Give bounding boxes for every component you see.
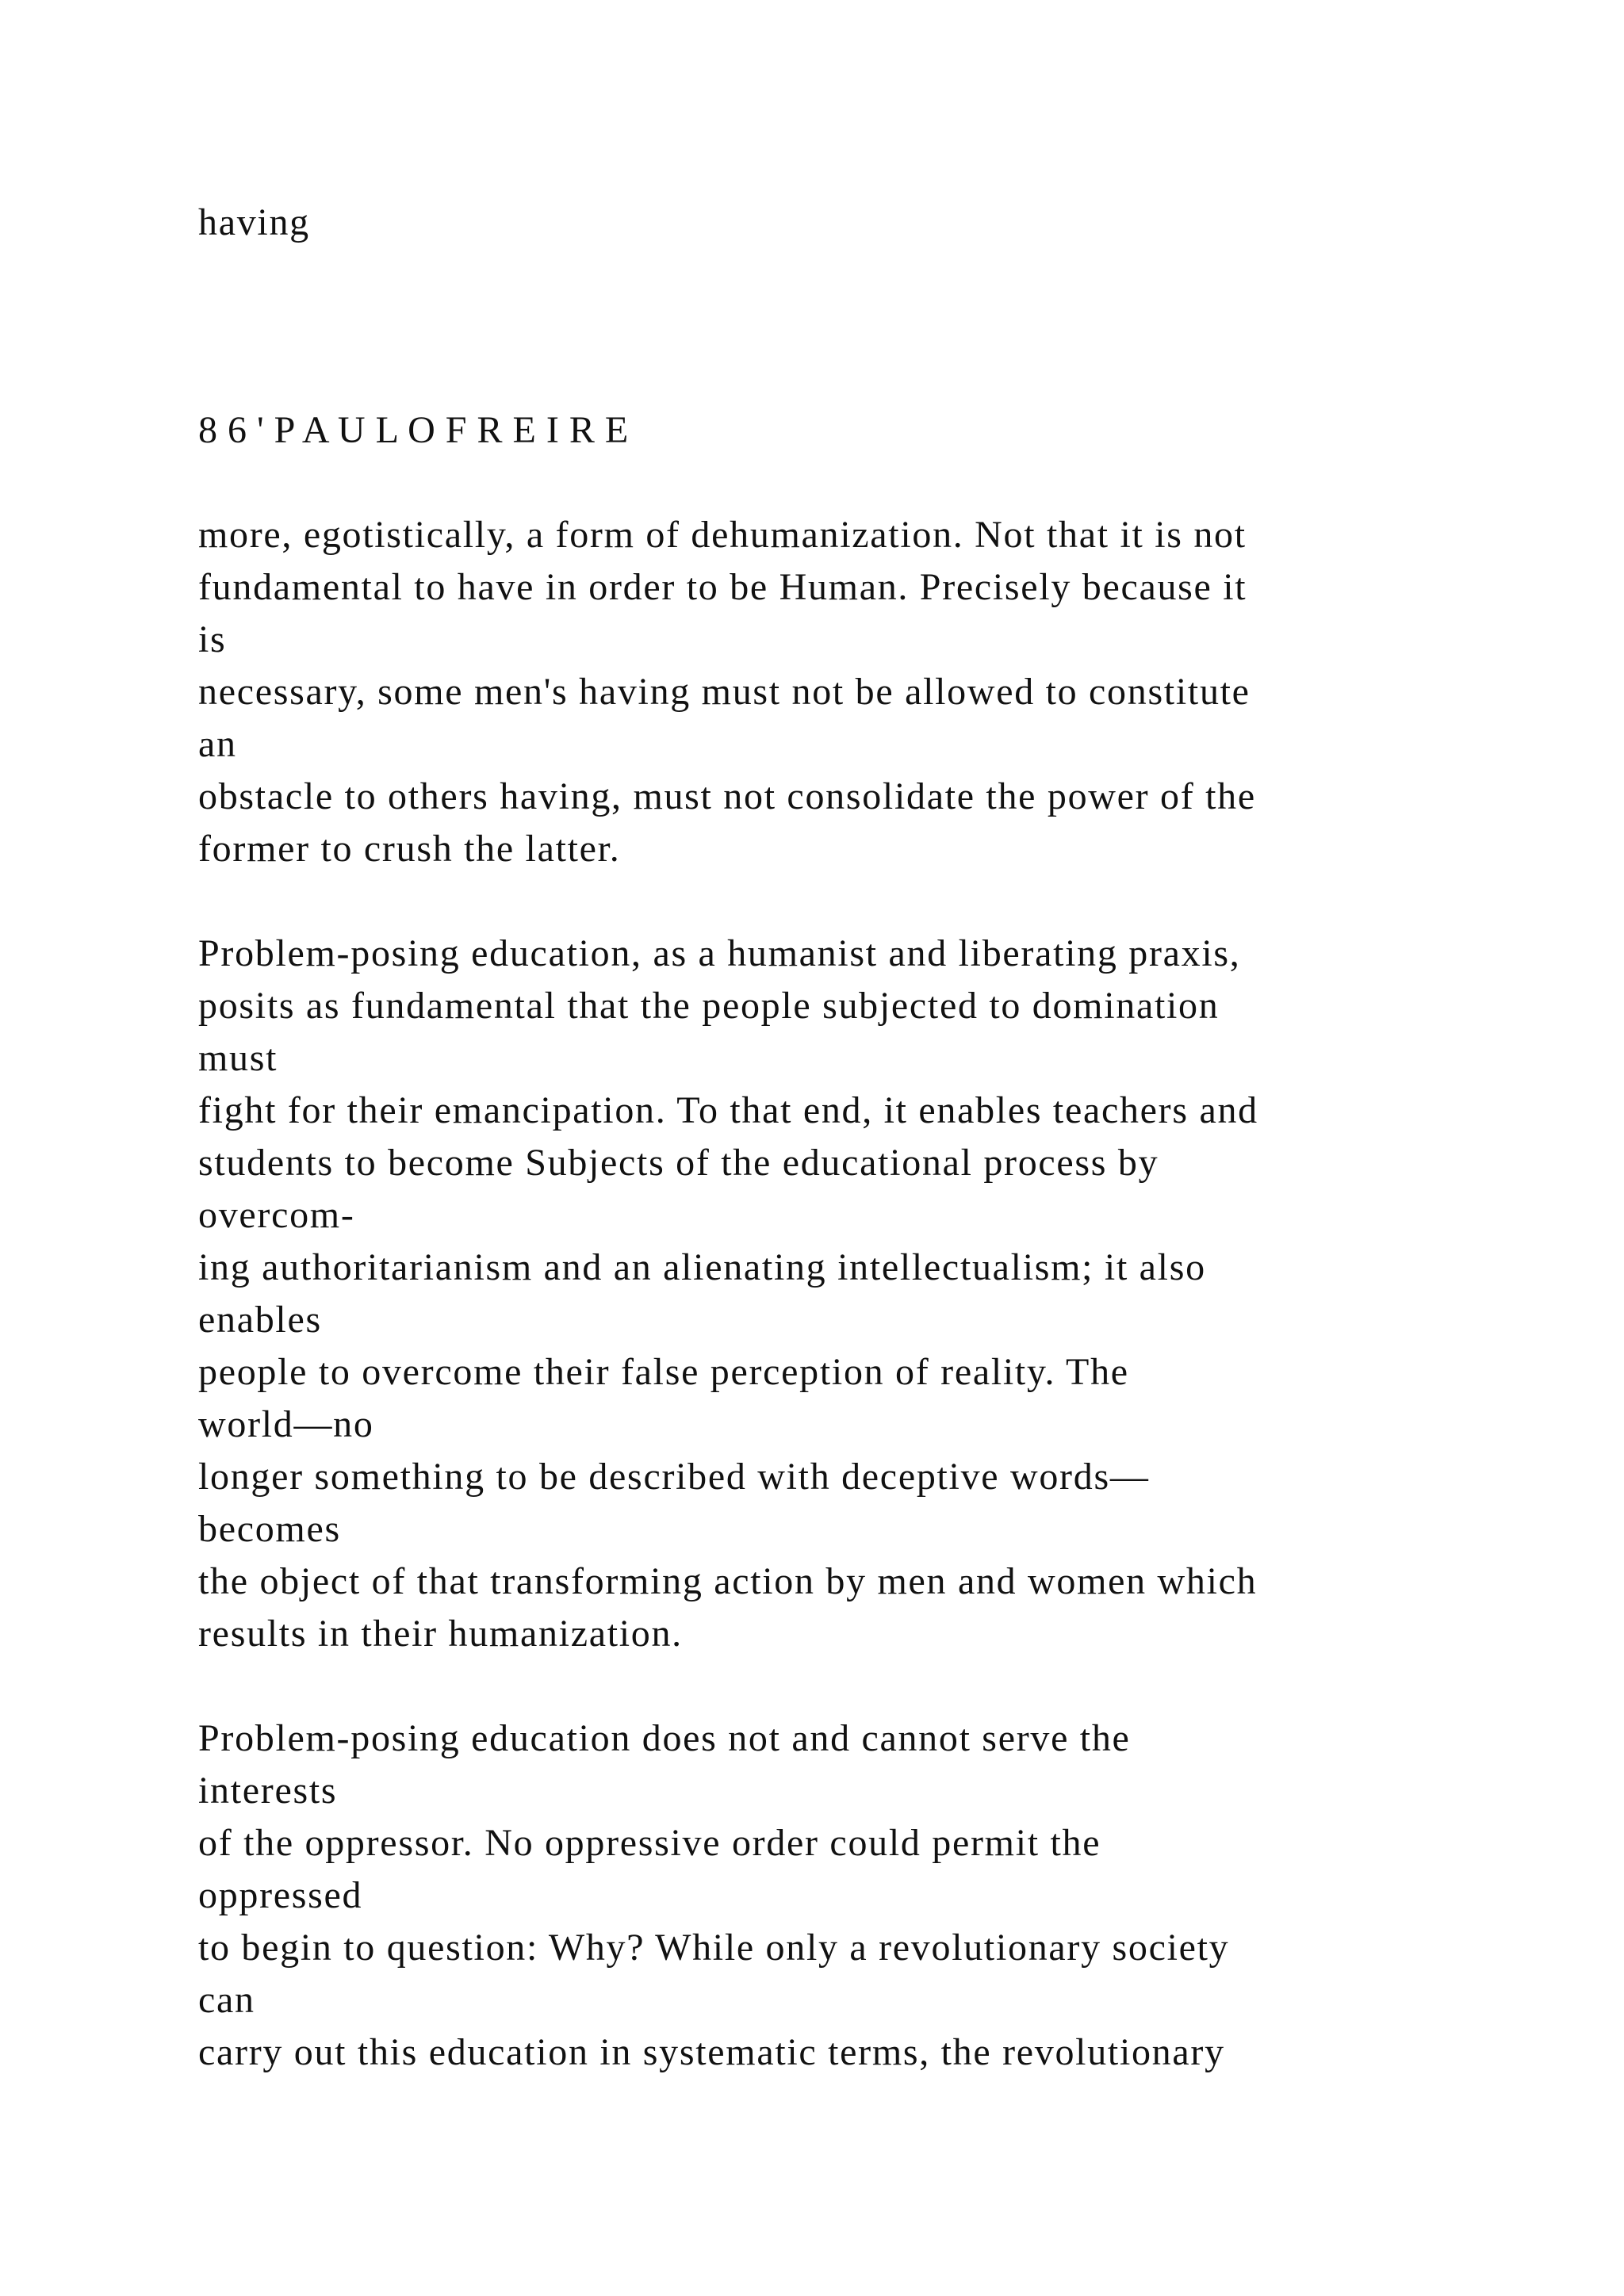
running-header: 8 6 ' P A U L O F R E I R E — [198, 409, 629, 451]
text-line: enables — [198, 1299, 322, 1341]
text-line: students to become Subjects of the educational process by — [198, 1142, 1159, 1184]
text-line: overcom- — [198, 1194, 355, 1236]
text-line: oppressed — [198, 1874, 363, 1916]
text-line: posits as fundamental that the people subjected to domination — [198, 985, 1220, 1027]
text-line: more, egotistically, a form of dehumanization. Not that it is not — [198, 514, 1247, 556]
text-line: becomes — [198, 1508, 341, 1550]
text-line: people to overcome their false perception of reality. The — [198, 1351, 1129, 1393]
text-line: of the oppressor. No oppressive order could permit the — [198, 1822, 1101, 1864]
text-line: longer something to be described with deceptive words— — [198, 1456, 1150, 1498]
text-line: the object of that transforming action by men and women which — [198, 1560, 1258, 1602]
text-line: must — [198, 1037, 278, 1079]
text-line: interests — [198, 1770, 338, 1812]
text-line: carry out this education in systematic terms, the revolutionary — [198, 2031, 1225, 2073]
text-line: results in their humanization. — [198, 1613, 683, 1655]
text-line: Problem-posing education does not and cannot serve the — [198, 1717, 1131, 1759]
text-line: to begin to question: Why? While only a revolutionary society — [198, 1927, 1230, 1969]
text-line: world—no — [198, 1403, 374, 1445]
text-line: former to crush the latter. — [198, 828, 621, 870]
text-line: an — [198, 723, 237, 765]
text-line: fundamental to have in order to be Human. Precisely because it — [198, 566, 1247, 608]
text-line: necessary, some men's having must not be allowed to constitute — [198, 671, 1251, 713]
text-line: fight for their emancipation. To that end, it enables teachers and — [198, 1089, 1258, 1131]
text-line: obstacle to others having, must not consolidate the power of the — [198, 775, 1256, 817]
top-line: having — [198, 201, 310, 243]
text-line: Problem-posing education, as a humanist and liberating praxis, — [198, 932, 1241, 974]
text-line: ing authoritarianism and an alienating intellectualism; it also — [198, 1246, 1206, 1288]
text-line: can — [198, 1979, 255, 2021]
text-line: is — [198, 618, 227, 660]
